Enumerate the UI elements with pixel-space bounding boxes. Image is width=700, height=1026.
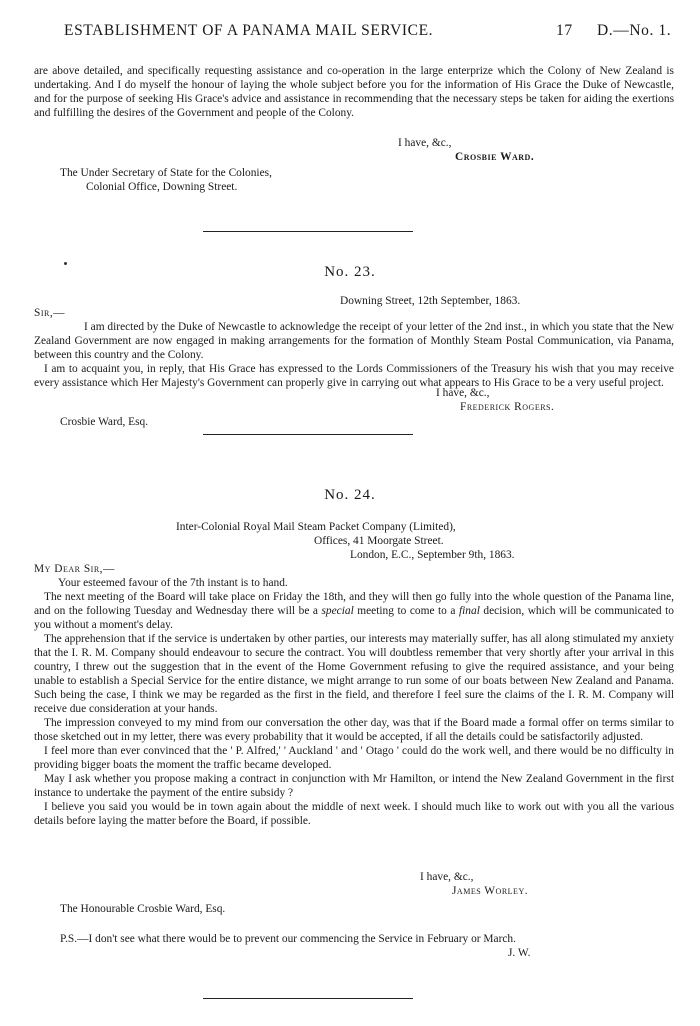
- letter2-paragraph: I am to acquaint you, in reply, that His Grace has expressed to the Lords Commissioners of the Treasury his wish that you may receive every assistance which Her Majesty's Government can properly give in carrying out what appears to His Grace to be a very useful project.: [34, 363, 674, 389]
- letter3-signature: James Worley.: [452, 885, 529, 897]
- running-header: [0, 22, 700, 50]
- letter3-salutation: My Dear Sir,—: [34, 563, 115, 575]
- letter2-dateline: Downing Street, 12th September, 1863.: [340, 295, 521, 307]
- letter3-paragraph: I believe you said you would be in town again about the middle of next week. I should much like to work out with you all the various details before laying the matter before the Board, if possible.: [34, 801, 674, 827]
- page-number: 17: [556, 22, 573, 39]
- letter3-paragraph: I feel more than ever convinced that the ' P. Alfred,' ' Auckland ' and ' Otago ' could do the work well, and there would be no difficulty in providing bigger boats the moment the traffic became developed.: [34, 745, 674, 771]
- letter2-number: No. 23.: [324, 264, 376, 280]
- letter3-paragraph: May I ask whether you propose making a contract in conjunction with Mr Hamilton, or intend the New Zealand Government in the first instance to undertake the payment of the entire subsidy ?: [34, 773, 674, 799]
- section-label: D.—No. 1.: [597, 22, 672, 39]
- letter1-signature: Crosbie Ward.: [455, 151, 535, 163]
- letter2-recipient: Crosbie Ward, Esq.: [60, 416, 149, 428]
- section-divider: [203, 434, 413, 435]
- letter3-address-line2: Offices, 41 Moorgate Street.: [314, 535, 444, 547]
- section-divider: [203, 231, 413, 232]
- postscript: P.S.—I don't see what there would be to prevent our commencing the Service in February or March.: [60, 933, 516, 945]
- letter3-address-line1: Inter-Colonial Royal Mail Steam Packet Company (Limited),: [176, 521, 456, 533]
- letter2-closing: I have, &c.,: [436, 387, 490, 399]
- letter1-recipient-line2: Colonial Office, Downing Street.: [86, 181, 238, 193]
- letter3-paragraph: Your esteemed favour of the 7th instant is to hand.: [58, 577, 288, 589]
- postscript-block: [34, 932, 674, 946]
- letter3-recipient: The Honourable Crosbie Ward, Esq.: [60, 903, 226, 915]
- letter1-closing: I have, &c.,: [398, 137, 452, 149]
- letter3-paragraph: The impression conveyed to my mind from our conversation the other day, was that if the Board made a formal offer on terms similar to those sketched out in my letter, there was every probability that it would be accepted, if all the details could be satisfactorily adjusted.: [34, 717, 674, 743]
- letter2-signature: Frederick Rogers.: [460, 401, 555, 413]
- postscript-initials: J. W.: [508, 947, 531, 959]
- letter1-recipient-line1: The Under Secretary of State for the Colonies,: [60, 167, 272, 179]
- header-title: ESTABLISHMENT OF A PANAMA MAIL SERVICE.: [64, 22, 434, 39]
- letter2-paragraph: I am directed by the Duke of Newcastle to acknowledge the receipt of your letter of the 2nd inst., in which you state that the New Zealand Government are now engaged in making arrangements for the formation of Monthly Steam Postal Communication, via Panama, between this country and the Colony.: [34, 321, 674, 361]
- letter2-body: [34, 320, 674, 390]
- letter1-paragraph: are above detailed, and specifically requesting assistance and co-operation in the large enterprize which the Colony of New Zealand is undertaking. And I do myself the honour of laying the whole subject before you for the information of His Grace the Duke of Newcastle, and for the purpose of seeking His Grace's advice and assistance in recommending that the necessary steps be taken for aiding the exertions and fulfilling the desires of the Government and people of the Colony.: [34, 65, 674, 119]
- letter3-address-line3: London, E.C., September 9th, 1863.: [350, 549, 515, 561]
- letter2-salutation: Sir,—: [34, 307, 66, 319]
- letter3-closing: I have, &c.,: [420, 871, 474, 883]
- letter3-paragraph: The next meeting of the Board will take place on Friday the 18th, and they will then go fully into the whole question of the Panama line, and on the following Tuesday and Wednesday there will be a special meeting to come to a final decision, which will be communicated to you without a moment's delay.: [34, 591, 674, 631]
- letter3-paragraph: The apprehension that if the service is undertaken by other parties, our interests may materially suffer, has all along stimulated my anxiety that the I. R. M. Company should endeavour to secure the contract. You will doubtless remember that very shortly after your arrival in this country, I threw out the suggestion that in the event of the Home Government refusing to give the required assistance, and your being unable to establish a Special Service for the entire distance, we might arrange to run some of our boats between New Zealand and Panama. Such being the case, I think we may be regarded as the first in the field, and therefore I feel sure the claims of the I. R. M. Company will receive due consideration at your hands.: [34, 633, 674, 715]
- section-divider: [203, 998, 413, 999]
- letter3-number: No. 24.: [324, 487, 376, 503]
- letter1-body: [34, 64, 674, 120]
- letter3-body: [34, 576, 674, 828]
